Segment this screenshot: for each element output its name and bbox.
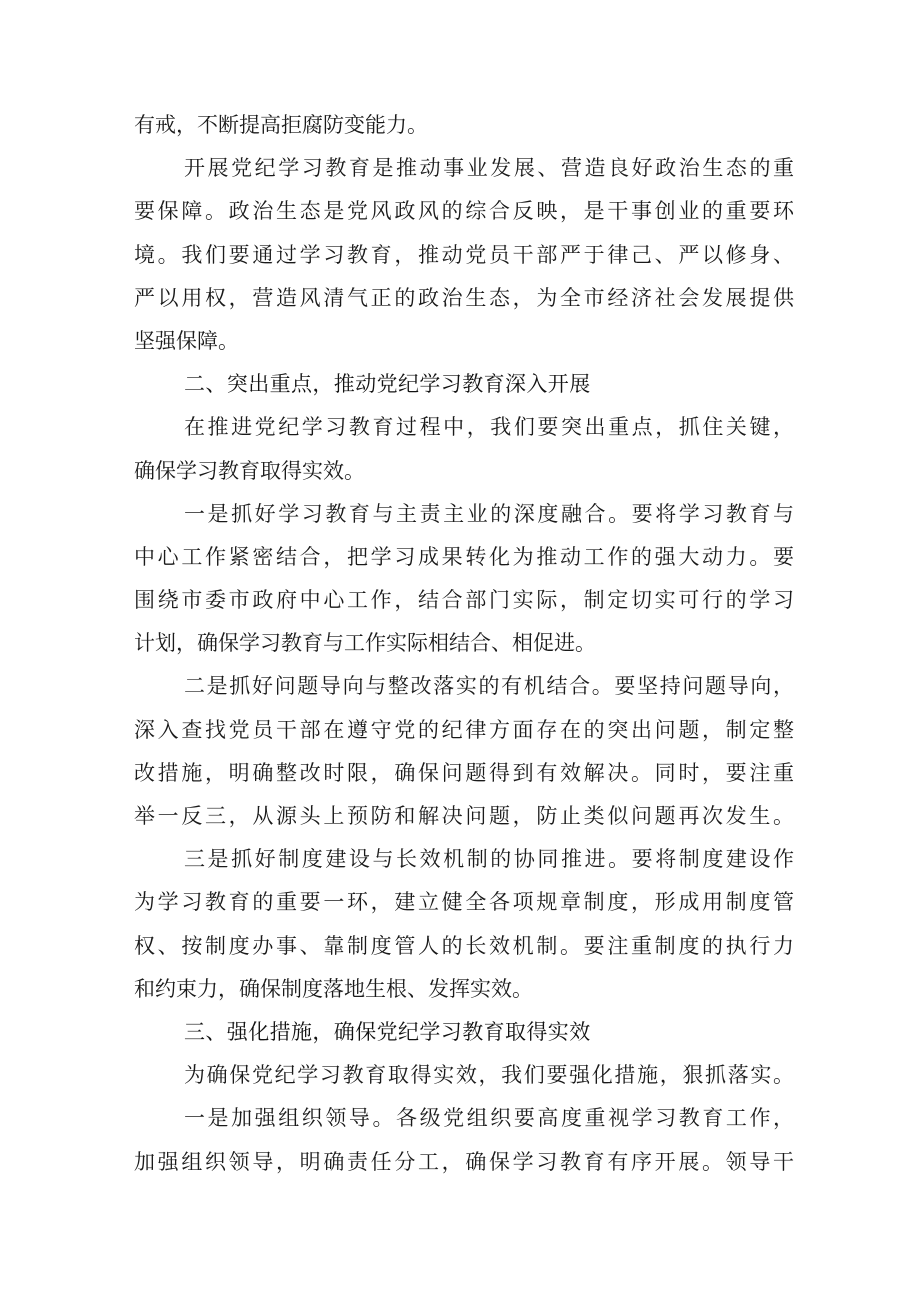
paragraph-line: 加强组织领导，明确责任分工，确保学习教育有序开展。领导干 xyxy=(134,1149,794,1174)
paragraph-line: 举一反三，从源头上预防和解决问题，防止类似问题再次发生。 xyxy=(134,804,794,828)
paragraph-line: 要保障。政治生态是党风政风的综合反映，是干事创业的重要环 xyxy=(134,199,794,224)
paragraph-first-line: 为确保党纪学习教育取得实效，我们要强化措施，狠抓落实。 xyxy=(184,1063,794,1088)
paragraph-first-line: 二是抓好问题导向与整改落实的有机结合。要坚持问题导向， xyxy=(184,674,794,699)
paragraph-first-line: 三是抓好制度建设与长效机制的协同推进。要将制度建设作 xyxy=(184,847,794,872)
paragraph-last-line: 有戒，不断提高拒腐防变能力。 xyxy=(134,113,428,137)
paragraph-line: 深入查找党员干部在遵守党的纪律方面存在的突出问题，制定整 xyxy=(134,717,794,742)
paragraph-last-line: 坚强保障。 xyxy=(134,328,239,353)
paragraph-first-line: 一是加强组织领导。各级党组织要高度重视学习教育工作， xyxy=(184,1106,794,1131)
paragraph-line: 权、按制度办事、靠制度管人的长效机制。要注重制度的执行力 xyxy=(134,933,794,958)
paragraph-line: 围绕市委市政府中心工作，结合部门实际，制定切实可行的学习 xyxy=(134,588,794,613)
document-page xyxy=(134,104,794,1184)
paragraph-line: 严以用权，营造风清气正的政治生态，为全市经济社会发展提供 xyxy=(134,285,794,310)
section-heading: 三、强化措施，确保党纪学习教育取得实效 xyxy=(184,1019,591,1044)
paragraph-line: 境。我们要通过学习教育，推动党员干部严于律己、严以修身、 xyxy=(134,242,794,267)
paragraph-last-line: 和约束力，确保制度落地生根、发挥实效。 xyxy=(134,976,533,1001)
paragraph-line: 为学习教育的重要一环，建立健全各项规章制度，形成用制度管 xyxy=(134,890,794,915)
paragraph-line: 改措施，明确整改时限，确保问题得到有效解决。同时，要注重 xyxy=(134,760,794,785)
paragraph-line: 中心工作紧密结合，把学习成果转化为推动工作的强大动力。要 xyxy=(134,544,794,569)
paragraph-first-line: 在推进党纪学习教育过程中，我们要突出重点，抓住关键， xyxy=(184,415,794,440)
paragraph-last-line: 计划，确保学习教育与工作实际相结合、相促进。 xyxy=(134,631,596,656)
paragraph-first-line: 一是抓好学习教育与主责主业的深度融合。要将学习教育与 xyxy=(184,501,794,526)
section-heading: 二、突出重点，推动党纪学习教育深入开展 xyxy=(184,372,591,397)
paragraph-first-line: 开展党纪学习教育是推动事业发展、营造良好政治生态的重 xyxy=(184,156,794,181)
paragraph-last-line: 确保学习教育取得实效。 xyxy=(134,458,365,483)
